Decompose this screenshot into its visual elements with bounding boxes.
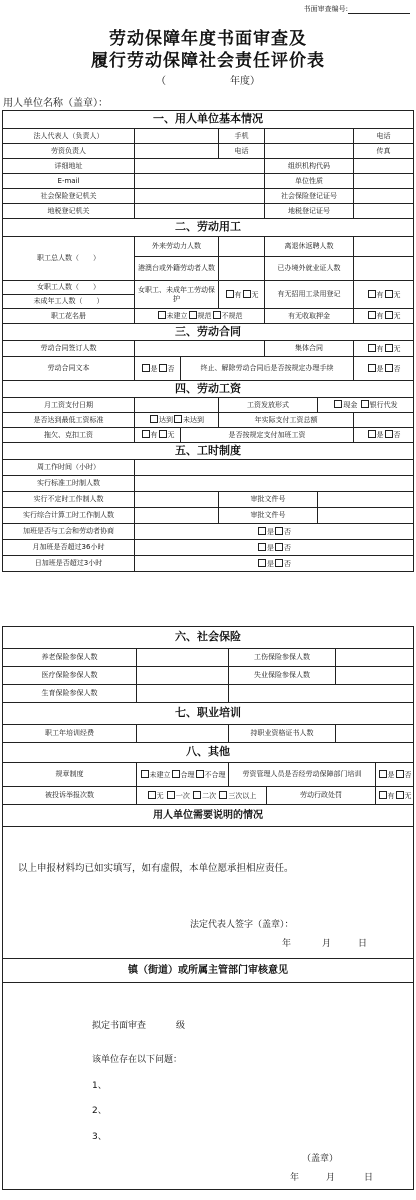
checkbox-not-built[interactable]	[158, 311, 166, 319]
review-date-month: 月	[326, 1173, 336, 1183]
checkbox-yes[interactable]	[368, 430, 376, 438]
hkmt-foreign-field[interactable]	[219, 257, 265, 281]
contract-text-label: 劳动合同文本	[3, 357, 135, 381]
checkbox-yes[interactable]	[258, 559, 266, 567]
fax-label: 传真	[354, 144, 414, 159]
roster-options: 未建立 规范 不规范	[135, 309, 265, 324]
form-title-line2: 履行劳动保障社会责任评价表	[91, 51, 325, 71]
tax-no-label: 地税登记证号	[265, 204, 354, 219]
legal-rep-field[interactable]	[135, 129, 219, 144]
monthly-ot-options: 是 否	[135, 540, 414, 556]
checkbox-have[interactable]	[379, 791, 387, 799]
rehired-label: 离退休返聘人数	[265, 237, 354, 257]
pension-label: 养老保险参保人数	[3, 649, 137, 667]
overtime-pay-label: 是否按规定支付加班工资	[181, 428, 354, 443]
notes-date-day: 日	[358, 939, 368, 949]
problem-item-3[interactable]: 3、	[92, 1132, 107, 1142]
org-code-field[interactable]	[354, 159, 414, 174]
checkbox-yes[interactable]	[258, 543, 266, 551]
min-wage-options: 达到 未达到	[135, 413, 219, 428]
address-label: 详细地址	[3, 159, 135, 174]
checkbox-none[interactable]	[385, 344, 393, 352]
rules-label: 规章制度	[3, 763, 137, 787]
min-wage-label: 是否达到最低工资标准	[3, 413, 135, 428]
signature-label: 法定代表人签字（盖章）：	[190, 920, 294, 930]
medical-label: 医疗保险参保人数	[3, 667, 137, 685]
labor-tel-label: 电话	[219, 144, 265, 159]
notes-area[interactable]	[3, 827, 414, 959]
checkbox-no[interactable]	[275, 527, 283, 535]
notes-title: 用人单位需要说明的情况	[3, 805, 414, 827]
comprehensive-hours-field[interactable]	[135, 508, 219, 524]
blank-cell	[229, 685, 414, 703]
ot-negotiation-label: 加班是否与工会和劳动者协商	[3, 524, 135, 540]
checkbox-no[interactable]	[385, 364, 393, 372]
checkbox-twice[interactable]	[193, 791, 201, 799]
checkbox-yes[interactable]	[258, 527, 266, 535]
checkbox-cash[interactable]	[334, 400, 342, 408]
checkbox-have[interactable]	[368, 290, 376, 298]
checkbox-nonstandard[interactable]	[213, 311, 221, 319]
email-field[interactable]	[135, 174, 265, 189]
si-org-field[interactable]	[135, 189, 265, 204]
trained-options: 是 否	[376, 763, 414, 787]
deposit-label: 有无收取押金	[265, 309, 354, 324]
complaints-label: 被投诉举报次数	[3, 787, 137, 805]
contract-signed-label: 劳动合同签订人数	[3, 341, 135, 357]
standard-hours-label: 实行标准工时制人数	[3, 476, 135, 492]
deposit-options: 有 无	[354, 309, 414, 324]
complaints-options: 无 一次 二次 三次以上	[137, 787, 267, 805]
penalty-label: 劳动行政处罚	[267, 787, 376, 805]
monthly-ot-label: 月加班是否超过36小时	[3, 540, 135, 556]
checkbox-no[interactable]	[275, 559, 283, 567]
unit-name-label: 用人单位名称（盖章）：	[3, 98, 108, 109]
overtime-pay-options: 是 否	[354, 428, 414, 443]
training-funds-field[interactable]	[137, 725, 229, 743]
injury-label: 工伤保险参保人数	[229, 649, 336, 667]
certified-label: 持职业资格证书人数	[229, 725, 336, 743]
penalty-options: 有 无	[376, 787, 414, 805]
ot-negotiation-options: 是 否	[135, 524, 414, 540]
unit-nature-label: 单位性质	[265, 174, 354, 189]
section6-title: 六、社会保险	[3, 627, 414, 649]
checkbox-reasonable[interactable]	[172, 770, 180, 778]
form-table-page1	[2, 110, 414, 572]
female-staff-label: 女职工人数（ ）	[3, 281, 135, 295]
section8-title: 八、其他	[3, 743, 414, 763]
problem-item-1[interactable]: 1、	[92, 1081, 107, 1091]
org-code-label: 组织机构代码	[265, 159, 354, 174]
foreign-permit-label: 已办境外就业证人数	[265, 257, 354, 281]
collective-contract-label: 集体合同	[265, 341, 354, 357]
pay-form-options: 现金 银行代发	[318, 398, 414, 413]
section1-title: 一、用人单位基本情况	[3, 111, 414, 129]
flexible-hours-label: 实行不定时工作制人数	[3, 492, 135, 508]
review-grade: 拟定书面审查 级	[92, 1021, 186, 1031]
section7-title: 七、职业培训	[3, 703, 414, 725]
termination-label: 终止、解除劳动合同后是否按规定办理手续	[181, 357, 354, 381]
flexible-hours-field[interactable]	[135, 492, 219, 508]
termination-options: 是 否	[354, 357, 414, 381]
year-line: （ 年度）	[156, 76, 260, 87]
review-date-year: 年	[290, 1173, 300, 1183]
pension-field[interactable]	[137, 649, 229, 667]
checkbox-yes[interactable]	[368, 364, 376, 372]
checkbox-standard[interactable]	[189, 311, 197, 319]
checkbox-have[interactable]	[368, 311, 376, 319]
email-label: E-mail	[3, 174, 135, 189]
trained-label: 劳资管理人员是否经劳动保障部门培训	[229, 763, 376, 787]
collective-contract-options: 有 无	[354, 341, 414, 357]
checkbox-zero[interactable]	[148, 791, 156, 799]
checkbox-yes[interactable]	[142, 364, 150, 372]
unemployment-label: 失业保险参保人数	[229, 667, 336, 685]
total-staff-label: 职工总人数（ ）	[3, 237, 135, 281]
recruit-register-options: 有 无	[354, 281, 414, 309]
arrears-options: 有 无	[135, 428, 181, 443]
comprehensive-approval-label: 审批文件号	[219, 508, 318, 524]
form-title-line1: 劳动保障年度书面审查及	[109, 29, 307, 49]
comprehensive-approval-field[interactable]	[318, 508, 414, 524]
hkmt-foreign-label: 港澳台或外籍劳动者人数	[135, 257, 219, 281]
pay-day-label: 月工资支付日期	[3, 398, 135, 413]
review-seal: （盖章）	[302, 1154, 339, 1164]
rules-options: 未建立 合理 不合理	[137, 763, 229, 787]
declaration-text: 以上申报材料均已如实填写，如有虚假，本单位愿承担相应责任。	[18, 863, 294, 874]
notes-date-month: 月	[322, 939, 332, 949]
flexible-approval-label: 审批文件号	[219, 492, 318, 508]
checkbox-no[interactable]	[159, 364, 167, 372]
checkbox-bank[interactable]	[361, 400, 369, 408]
section3-title: 三、劳动合同	[3, 324, 414, 341]
pay-form-label: 工资发放形式	[219, 398, 318, 413]
female-minor-protection-options: 有 无	[219, 281, 265, 309]
checkbox-none[interactable]	[159, 430, 167, 438]
labor-tel-field[interactable]	[265, 144, 354, 159]
rehired-field[interactable]	[354, 237, 414, 257]
daily-ot-label: 日加班是否超过3小时	[3, 556, 135, 572]
daily-ot-options: 是 否	[135, 556, 414, 572]
problem-item-2[interactable]: 2、	[92, 1106, 107, 1116]
problems-label: 该单位存在以下问题：	[92, 1055, 183, 1065]
foreign-permit-field[interactable]	[354, 257, 414, 281]
maternity-label: 生育保险参保人数	[3, 685, 137, 703]
tax-org-label: 地税登记机关	[3, 204, 135, 219]
si-no-field[interactable]	[354, 189, 414, 204]
si-org-label: 社会保险登记机关	[3, 189, 135, 204]
flexible-approval-field[interactable]	[318, 492, 414, 508]
checkbox-once[interactable]	[167, 791, 175, 799]
training-funds-label: 职工年培训经费	[3, 725, 137, 743]
checkbox-yes[interactable]	[379, 770, 387, 778]
checkbox-none[interactable]	[243, 290, 251, 298]
labor-head-field[interactable]	[135, 144, 219, 159]
contract-signed-field[interactable]	[135, 341, 265, 357]
section4-title: 四、劳动工资	[3, 381, 414, 398]
arrears-label: 拖欠、克扣工资	[3, 428, 135, 443]
female-minor-protection-label: 女职工、未成年工劳动保护	[135, 281, 219, 309]
serial-number	[304, 4, 410, 14]
checkbox-unreasonable[interactable]	[196, 770, 204, 778]
review-area[interactable]	[3, 983, 414, 1190]
legal-rep-label: 法人代表人（负责人）	[3, 129, 135, 144]
checkbox-none[interactable]	[385, 311, 393, 319]
weekly-hours-field[interactable]	[135, 460, 414, 476]
serial-field[interactable]	[348, 13, 410, 14]
checkbox-have[interactable]	[142, 430, 150, 438]
notes-date-year: 年	[282, 939, 292, 949]
form-table-page2	[2, 626, 414, 1190]
checkbox-no[interactable]	[396, 770, 404, 778]
checkbox-no[interactable]	[385, 430, 393, 438]
review-title: 镇（街道）或所属主管部门审核意见	[3, 959, 414, 983]
serial-label: 书面审查编号:	[303, 5, 348, 13]
checkbox-have[interactable]	[226, 290, 234, 298]
unemployment-field[interactable]	[336, 667, 414, 685]
checkbox-three-plus[interactable]	[219, 791, 227, 799]
si-no-label: 社会保险登记证号	[265, 189, 354, 204]
weekly-hours-label: 周工作时间（小时）	[3, 460, 135, 476]
annual-wage-label: 年实际支付工资总额	[219, 413, 354, 428]
mobile-label: 手机	[219, 129, 265, 144]
pay-day-field[interactable]	[135, 398, 219, 413]
checkbox-none[interactable]	[385, 290, 393, 298]
checkbox-not-built[interactable]	[141, 770, 149, 778]
maternity-field[interactable]	[137, 685, 229, 703]
unit-nature-field[interactable]	[354, 174, 414, 189]
tax-org-field[interactable]	[135, 204, 265, 219]
medical-field[interactable]	[137, 667, 229, 685]
review-date-day: 日	[364, 1173, 374, 1183]
checkbox-reached[interactable]	[150, 415, 158, 423]
address-field[interactable]	[135, 159, 265, 174]
checkbox-have[interactable]	[368, 344, 376, 352]
legal-rep-tel-label: 电话	[354, 129, 414, 144]
mobile-field[interactable]	[265, 129, 354, 144]
contract-text-options: 是 否	[135, 357, 181, 381]
labor-head-label: 劳资负责人	[3, 144, 135, 159]
outside-labor-label: 外来劳动力人数	[135, 237, 219, 257]
outside-labor-field[interactable]	[219, 237, 265, 257]
checkbox-no[interactable]	[275, 543, 283, 551]
roster-label: 职工花名册	[3, 309, 135, 324]
injury-field[interactable]	[336, 649, 414, 667]
certified-field[interactable]	[336, 725, 414, 743]
minor-staff-label: 未成年工人数（ ）	[3, 295, 135, 309]
annual-wage-field[interactable]	[354, 413, 414, 428]
standard-hours-field[interactable]	[135, 476, 414, 492]
section5-title: 五、工时制度	[3, 443, 414, 460]
comprehensive-hours-label: 实行综合计算工时工作制人数	[3, 508, 135, 524]
tax-no-field[interactable]	[354, 204, 414, 219]
section2-title: 二、劳动用工	[3, 219, 414, 237]
checkbox-not-reached[interactable]	[174, 415, 182, 423]
checkbox-none[interactable]	[396, 791, 404, 799]
recruit-register-label: 有无招用工录用登记	[265, 281, 354, 309]
